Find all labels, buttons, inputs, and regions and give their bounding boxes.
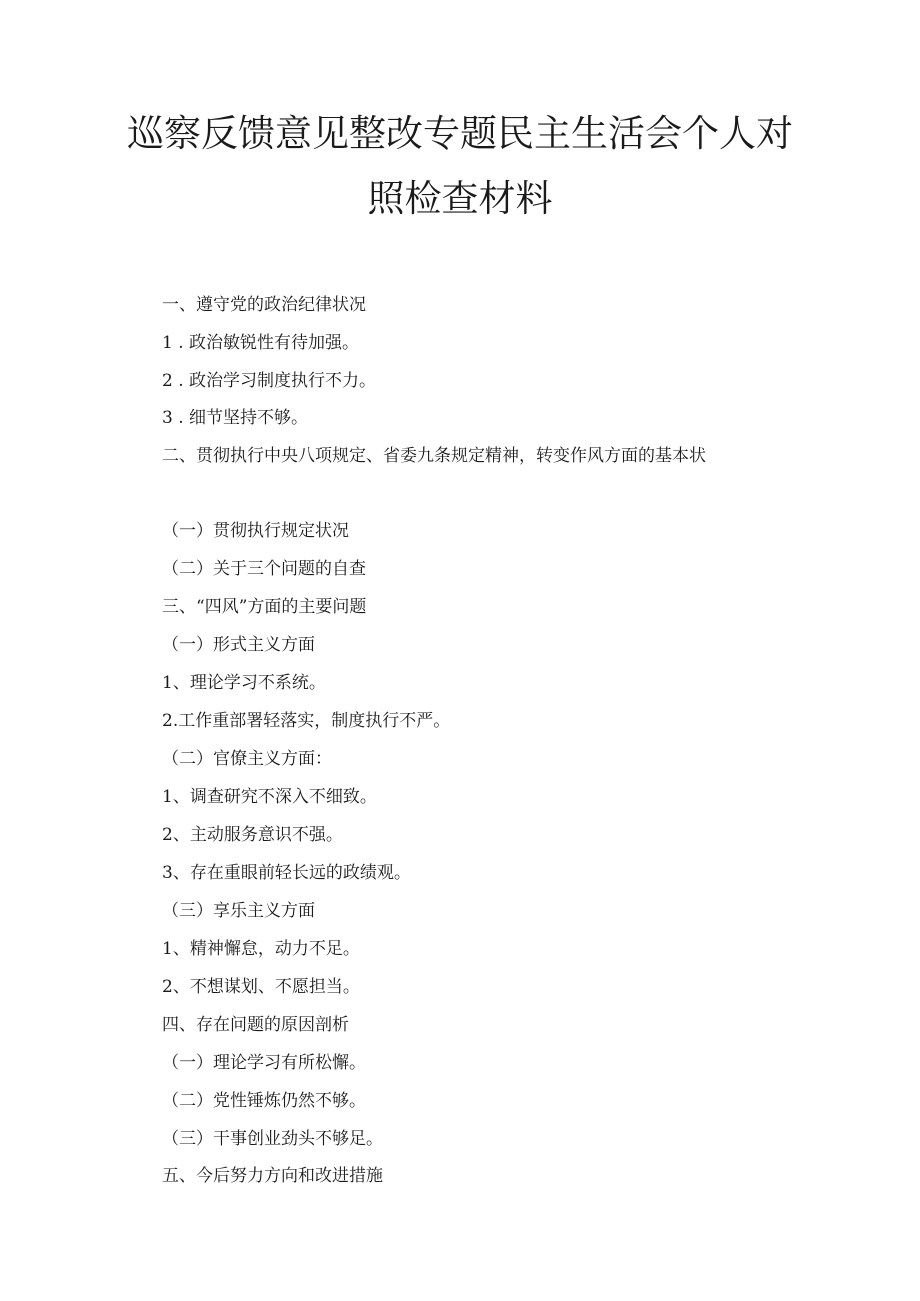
list-item: 3、存在重眼前轻长远的政绩观。	[162, 863, 411, 883]
document-title-line-1: 巡察反馈意见整改专题民主生活会个人对	[127, 112, 793, 155]
subsection-heading: （一）贯彻执行规定状况	[162, 521, 349, 541]
section-heading-2: 二、贯彻执行中央八项规定、省委九条规定精神，转变作风方面的基本状	[162, 446, 706, 466]
subsection-heading: （二）官僚主义方面：	[162, 749, 332, 769]
subsection-heading: （一）形式主义方面	[162, 635, 315, 655]
list-item: 3 . 细节坚持不够。	[162, 408, 309, 428]
subsection-heading: （三）享乐主义方面	[162, 901, 315, 921]
subsection-heading: （三）干事创业劲头不够足。	[162, 1129, 383, 1149]
list-item: 1、精神懈怠，动力不足。	[162, 939, 360, 959]
section-heading-3: 三、“四风”方面的主要问题	[162, 597, 367, 617]
list-item: 2、主动服务意识不强。	[162, 825, 343, 845]
list-item: 2.工作重部署轻落实，制度执行不严。	[162, 711, 451, 731]
subsection-heading: （一）理论学习有所松懈。	[162, 1053, 366, 1073]
list-item: 1、理论学习不系统。	[162, 673, 326, 693]
list-item: 2 . 政治学习制度执行不力。	[162, 371, 377, 391]
subsection-heading: （二）党性锤炼仍然不够。	[162, 1091, 366, 1111]
subsection-heading: （二）关于三个问题的自查	[162, 559, 366, 579]
list-item: 2、不想谋划、不愿担当。	[162, 977, 360, 997]
section-heading-4: 四、存在问题的原因剖析	[162, 1015, 349, 1035]
section-heading-1: 一、遵守党的政治纪律状况	[162, 295, 366, 315]
document-title-line-2: 照检查材料	[367, 177, 553, 220]
section-heading-5: 五、今后努力方向和改进措施	[162, 1166, 383, 1186]
list-item: 1 . 政治敏锐性有待加强。	[162, 333, 360, 353]
list-item: 1、调查研究不深入不细致。	[162, 787, 377, 807]
